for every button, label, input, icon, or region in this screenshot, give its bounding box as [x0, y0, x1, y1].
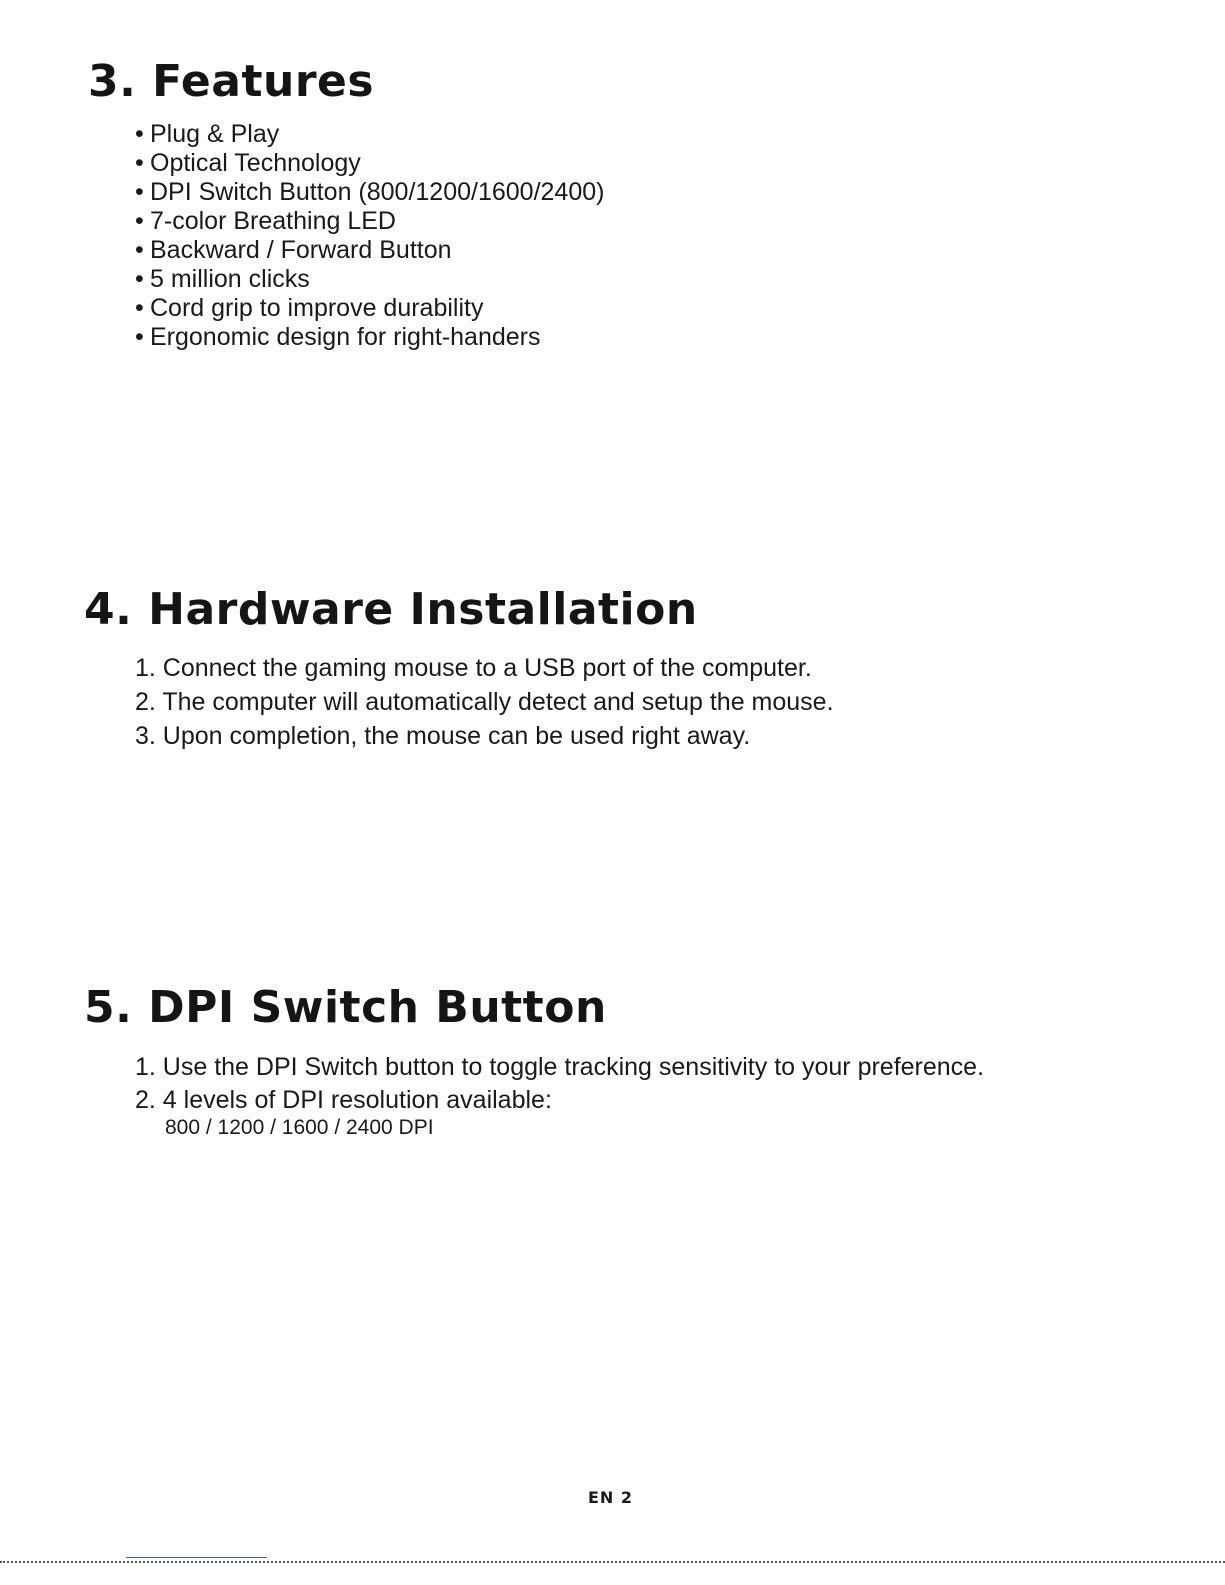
feature-item [135, 265, 604, 294]
bullet-icon: • [135, 265, 144, 293]
bullet-icon: • [135, 294, 144, 322]
feature-item [135, 149, 604, 178]
hardware-step: 2. The computer will automatically detect and setup the mouse. [135, 688, 834, 716]
dpi-switch-heading: 5. DPI Switch Button [84, 982, 607, 1033]
hardware-steps-list [135, 651, 834, 753]
features-list [135, 120, 604, 352]
feature-item-label: Plug & Play [150, 120, 280, 148]
bullet-icon: • [135, 120, 144, 148]
feature-item-label: DPI Switch Button (800/1200/1600/2400) [150, 178, 605, 206]
feature-item [135, 323, 604, 352]
feature-item-label: 5 million clicks [150, 265, 310, 293]
feature-item-label: Cord grip to improve durability [150, 294, 484, 322]
feature-item-label: Optical Technology [150, 149, 361, 177]
dpi-steps-list [135, 1051, 984, 1117]
bullet-icon: • [135, 207, 144, 235]
bullet-icon: • [135, 236, 144, 264]
feature-item-label: Ergonomic design for right-handers [150, 323, 541, 351]
features-heading: 3. Features [88, 56, 375, 107]
dpi-step: 1. Use the DPI Switch button to toggle tracking sensitivity to your preference. [135, 1053, 985, 1081]
feature-item-label: Backward / Forward Button [150, 236, 452, 264]
hardware-step: 3. Upon completion, the mouse can be used right away. [135, 722, 751, 750]
dpi-step: 2. 4 levels of DPI resolution available: [135, 1086, 552, 1114]
feature-item [135, 236, 604, 265]
hardware-installation-heading: 4. Hardware Installation [84, 584, 698, 635]
page-number: EN 2 [588, 1488, 634, 1507]
bullet-icon: • [135, 149, 144, 177]
feature-item [135, 178, 604, 207]
bottom-dotted-rule [0, 1561, 1225, 1563]
dpi-levels-text: 800 / 1200 / 1600 / 2400 DPI [165, 1116, 434, 1139]
feature-item [135, 294, 604, 323]
feature-item [135, 207, 604, 236]
bottom-link-underline [126, 1557, 267, 1558]
feature-item-label: 7-color Breathing LED [150, 207, 396, 235]
bullet-icon: • [135, 178, 144, 206]
feature-item [135, 120, 604, 149]
bullet-icon: • [135, 323, 144, 351]
hardware-step: 1. Connect the gaming mouse to a USB port of the computer. [135, 654, 812, 682]
